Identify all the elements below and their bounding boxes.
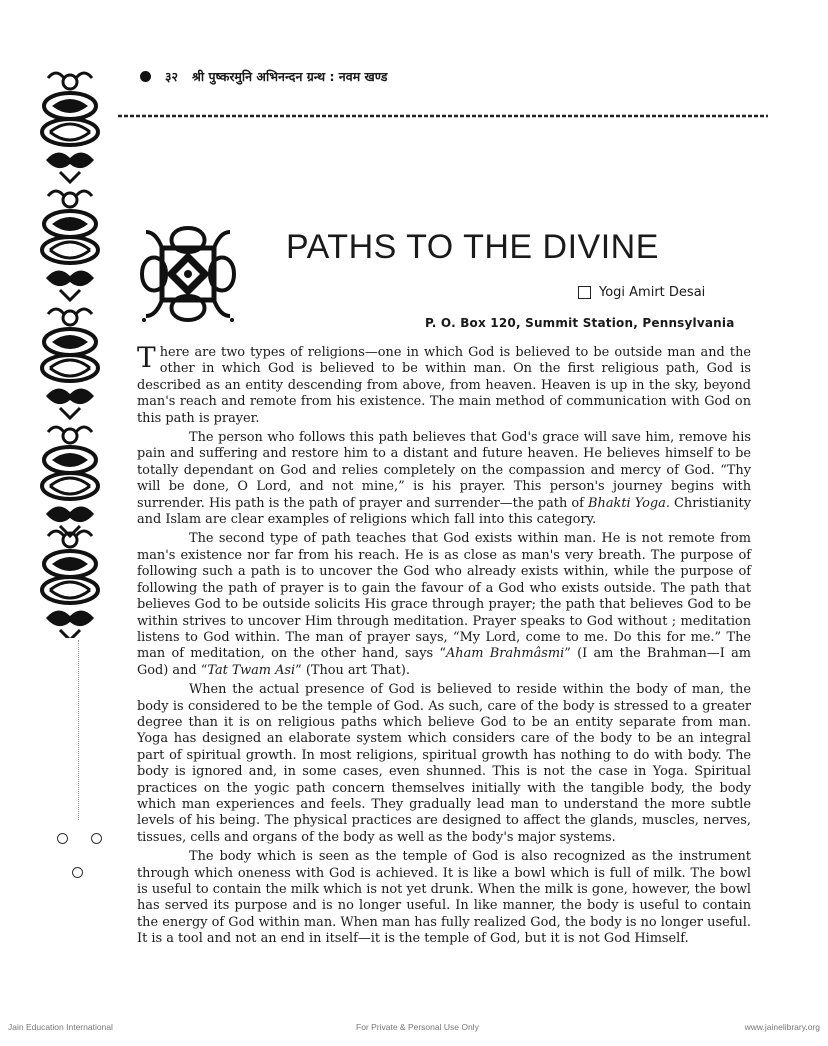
paragraph-3-emphasis-2: Tat Twam Asi — [207, 662, 296, 678]
paragraph-3-emphasis-1: Aham Brahmâsmi — [445, 646, 565, 662]
paragraph-4: When the actual presence of God is believed to reside within the body of man, the body is considered to be the temple of God. As such, care of the body is stressed to a greater degree than it is on religious paths which believe God to be an entity separate from man. Yoga has designed an elaborate system which considers care of the body to be an integral part of spiritual growth. In most religions, spiritual growth has nothing to do with body. The body is ignored and, in some cases, even shunned. This is not the case in Yoga. Spiritual practices on the yogic path concern themselves initially with the tangible body, the body which man experiences and feels. They gradually lead man to understand the more subtle levels of his being. The physical practices are designed to affect the glands, muscles, nerves, tissues, cells and organs of the body as well as the body's major systems. — [137, 682, 751, 845]
article-body — [137, 341, 751, 951]
paragraph-2-text-a: The person who follows this path believes that God's grace will save him, remove his pain and suffering and restore him to a distant and future heaven. He believes himself to be totally dependant on God and relies completely on the compassion and mercy of God. “Thy will be done, O Lord, and not mine,” is his prayer. This person's journey begins with surrender. His path is the path of prayer and surrender—the path of — [137, 430, 751, 511]
checkbox-square-icon — [578, 286, 591, 299]
paragraph-3 — [137, 531, 751, 679]
ornament-logo — [136, 222, 240, 326]
page-number: ३२ — [165, 69, 179, 84]
author-name: Yogi Amirt Desai — [599, 285, 706, 300]
drop-cap: T — [137, 341, 156, 374]
paragraph-2-emphasis: Bhakti Yoga. — [588, 495, 670, 511]
paragraph-3-text-b: ” (I am the Brahman—I am God) and “ — [137, 646, 751, 678]
author-address: P. O. Box 120, Summit Station, Pennsylvania — [425, 316, 735, 330]
margin-circle-1 — [57, 833, 68, 844]
paragraph-3-text-a: The second type of path teaches that God exists within man. He is not remote from man's existence nor far from his reach. He is as close as man's very breath. The purpose of following such a path is to uncover the God who already exists within, while the purpose of following the path of prayer is to gain the favour of a God who exists outside. The path that believes God to be outside solicits His grace through prayer; the path that believes God to be within strives to uncover Him through meditation. Prayer speaks to God without ; meditation listens to God within. The man of prayer says, “My Lord, come to me. Do this for me.” The man of meditation, on the other hand, says “ — [137, 531, 751, 662]
running-title: श्री पुष्करमुनि अभिनन्दन ग्रन्थ : नवम खण्ड — [192, 69, 388, 84]
paragraph-2-text-b: Christianity and Islam are clear examples of religions which fall into this category. — [137, 495, 751, 528]
paragraph-3-text-c: ” (Thou art That). — [295, 662, 410, 678]
margin-circle-2 — [91, 833, 102, 844]
footer-right: www.jainelibrary.org — [744, 1022, 820, 1032]
bullet-icon — [140, 71, 151, 82]
footer-center: For Private & Personal Use Only — [356, 1022, 479, 1032]
margin-circle-3 — [72, 867, 83, 878]
running-header — [140, 68, 387, 85]
article-title: PATHS TO THE DIVINE — [286, 228, 659, 266]
paragraph-5: The body which is seen as the temple of God is also recognized as the instrument through which oneness with God is achieved. It is like a bowl which is full of milk. The bowl is useful to contain the milk which is not yet drunk. When the milk is gone, however, the bowl has served its purpose and is no longer useful. In like manner, the body is useful to contain the energy of God within man. When man has fully realized God, the body is no longer useful. It is a tool and not an end in itself—it is the temple of God, but it is not God Himself. — [137, 849, 751, 947]
paragraph-2 — [137, 430, 751, 528]
ornamental-border — [30, 68, 110, 638]
paragraph-1 — [137, 341, 751, 427]
header-rule — [118, 114, 768, 118]
author-line — [578, 285, 705, 300]
footer-left: Jain Education International — [8, 1022, 113, 1032]
margin-dotted-line — [78, 640, 79, 820]
paragraph-1-text: here are two types of religions—one in which God is believed to be outside man and the other in which God is believed to be within man. On the first religious path, God is described as an entity descending from above, from heaven. Heaven is up in the sky, beyond man's reach and remote from his existence. The main method of communication with God on this path is prayer. — [137, 345, 751, 426]
